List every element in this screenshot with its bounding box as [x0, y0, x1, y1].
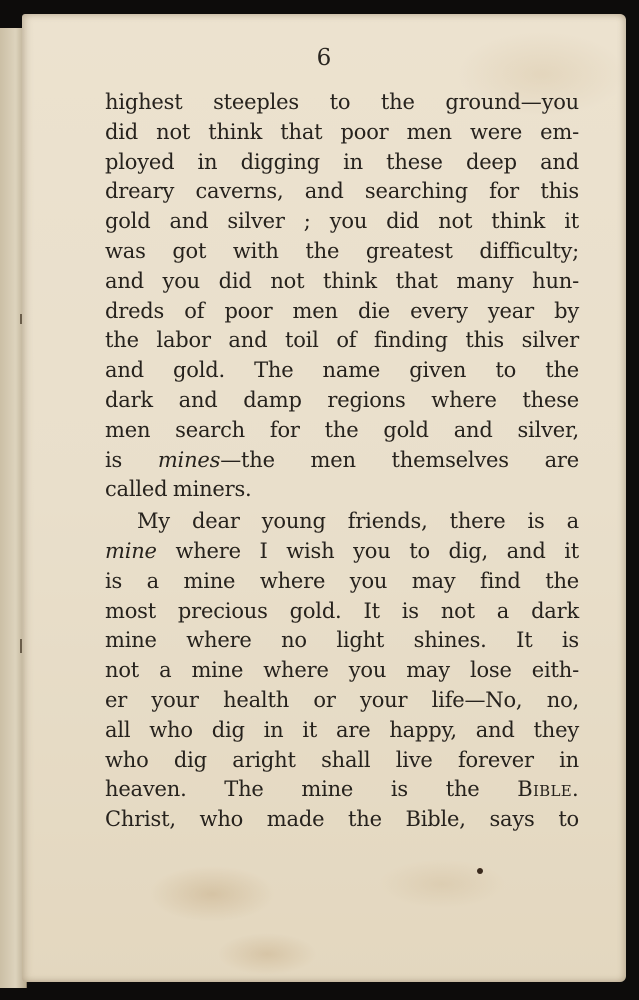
margin-mark	[20, 639, 22, 653]
text-line: dreds of poor men die every year by	[105, 298, 579, 323]
text-line: and gold. The name given to the	[105, 358, 579, 383]
text-line: dreary caverns, and searching for this	[105, 179, 579, 204]
line-segment: —the men themselves are	[220, 447, 579, 472]
text-line: is a mine where you may find the	[105, 568, 579, 593]
text-line: called miners.	[105, 477, 252, 502]
page-number: 6	[316, 45, 332, 71]
text-line: who dig aright shall live forever in	[105, 747, 579, 772]
text-line: dark and damp regions where these	[105, 387, 579, 412]
line-segment: heaven. The mine is the	[105, 777, 518, 802]
text-line: Christ, who made the Bible, says to	[105, 807, 579, 832]
small-caps-word: Bible.	[517, 777, 579, 802]
line-segment: is	[105, 447, 158, 472]
text-line: ployed in digging in these deep and	[105, 149, 579, 174]
text-line: was got with the greatest difficulty;	[105, 238, 579, 263]
text-line: men search for the gold and silver,	[105, 417, 579, 442]
text-line: all who dig in it are happy, and they	[105, 717, 579, 742]
text-line: er your health or your life—No, no,	[105, 687, 579, 712]
text-line: and you did not think that many hun-	[105, 268, 579, 293]
text-line	[105, 446, 579, 476]
ink-spot	[477, 868, 483, 874]
margin-mark	[20, 314, 22, 324]
emphasis: mine	[105, 538, 157, 563]
text-line: mine where no light shines. It is	[105, 628, 579, 653]
emphasis: mines	[157, 447, 221, 472]
line-segment: where I wish you to dig, and it	[156, 538, 579, 563]
text-line: gold and silver ; you did not think it	[105, 209, 579, 234]
text-line: My dear young friends, there is a	[137, 509, 579, 534]
book-page	[22, 14, 626, 982]
text-line: did not think that poor men were em-	[105, 119, 579, 144]
text-line: the labor and toil of finding this silver	[105, 328, 579, 353]
body-text	[105, 88, 579, 835]
text-line	[105, 775, 579, 805]
text-line: most precious gold. It is not a dark	[105, 598, 579, 623]
text-line: not a mine where you may lose eith-	[105, 658, 579, 683]
text-line: highest steeples to the ground—you	[105, 90, 579, 114]
text-line	[105, 537, 579, 567]
